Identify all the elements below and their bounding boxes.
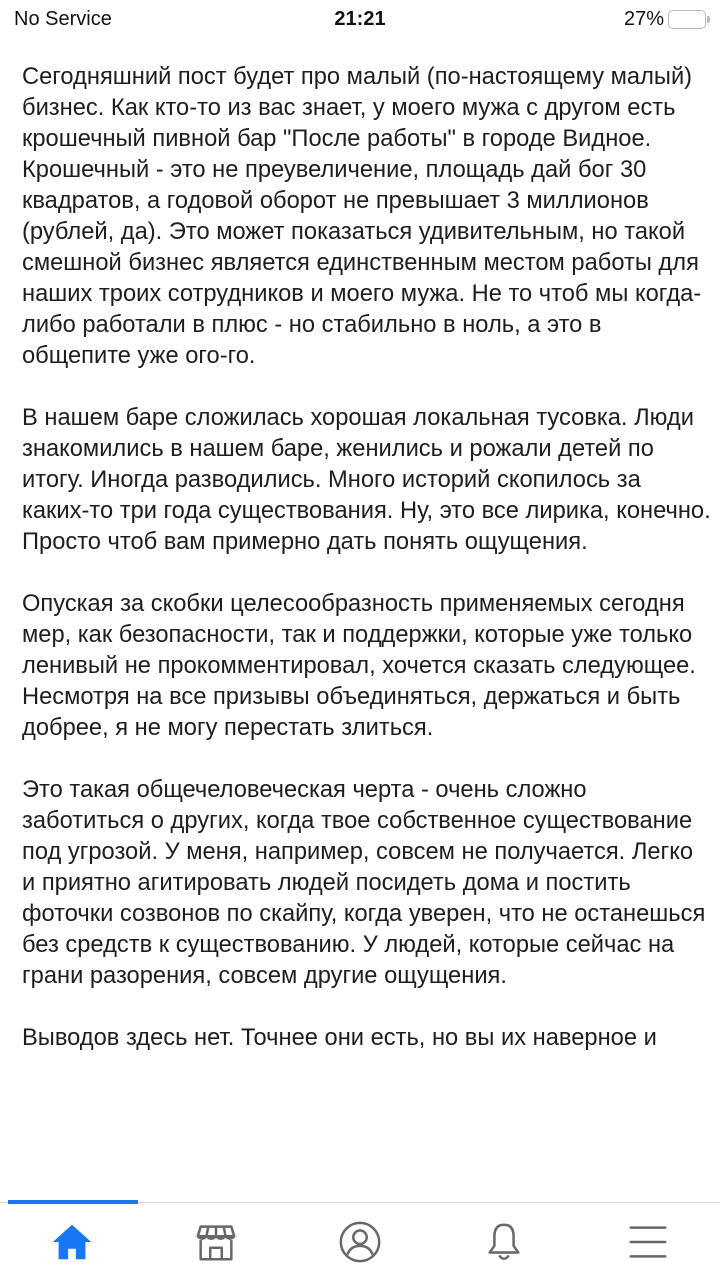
tab-profile[interactable] [288, 1203, 432, 1280]
post-paragraph: Выводов здесь нет. Точнее они есть, но вы их наверное и [22, 1025, 657, 1051]
post-paragraph: Сегодняшний пост будет про малый (по-настоящему малый) бизнес. Как кто-то из вас знает, у моего мужа с другом есть крошечный пивной бар "После работы" в городе Видное. Крошечный - это не преувеличение, площадь дай бог 30 квадратов, а годовой оборот не превышает 3 миллионов (рублей, да). Это может показаться удивительным, но такой смешной бизнес является единственным местом работы для наших троих сотрудников и моего мужа. Не то чтоб мы когда-либо работали в плюс - но стабильно в ноль, а это в общепите уже ого-го. [22, 64, 702, 369]
bell-icon [481, 1219, 527, 1265]
tab-marketplace[interactable] [144, 1203, 288, 1280]
post-paragraph: Это такая общечеловеческая черта - очень сложно заботиться о других, когда твое собственное существование под угрозой. У меня, например, совсем не получается. Легко и приятно агитировать людей посидеть дома и постить фоточки созвонов по скайпу, когда уверен, что не останешься без средств к существованию. У людей, которые сейчас на грани разорения, совсем другие ощущения. [22, 777, 706, 989]
battery-percent: 27% [623, 8, 664, 30]
carrier-label: No Service [14, 8, 112, 30]
active-tab-indicator [8, 1200, 138, 1204]
tab-menu[interactable] [576, 1203, 720, 1280]
post-paragraph: Опуская за скобки целесообразность применяемых сегодня мер, как безопасности, так и поддержки, которые уже только ленивый не прокомментировал, хочется сказать следующее. Несмотря на все призывы объединяться, держаться и быть добрее, я не могу перестать злиться. [22, 591, 696, 741]
clock: 21:21 [334, 8, 386, 30]
tab-home[interactable] [0, 1203, 144, 1280]
bottom-nav [0, 1202, 720, 1280]
menu-icon [625, 1219, 671, 1265]
marketplace-icon [193, 1219, 239, 1265]
battery-icon [668, 10, 706, 29]
post-paragraph: В нашем баре сложилась хорошая локальная тусовка. Люди знакомились в нашем баре, женились и рожали детей по итогу. Иногда разводились. Много историй скопилось за каких-то три года существования. Ну, это все лирика, конечно. Просто чтоб вам примерно дать понять ощущения. [22, 405, 711, 555]
post-body [22, 62, 712, 1198]
profile-icon [337, 1219, 383, 1265]
tab-notifications[interactable] [432, 1203, 576, 1280]
home-icon [49, 1219, 95, 1265]
battery-indicator [624, 8, 706, 31]
status-bar [0, 0, 720, 40]
